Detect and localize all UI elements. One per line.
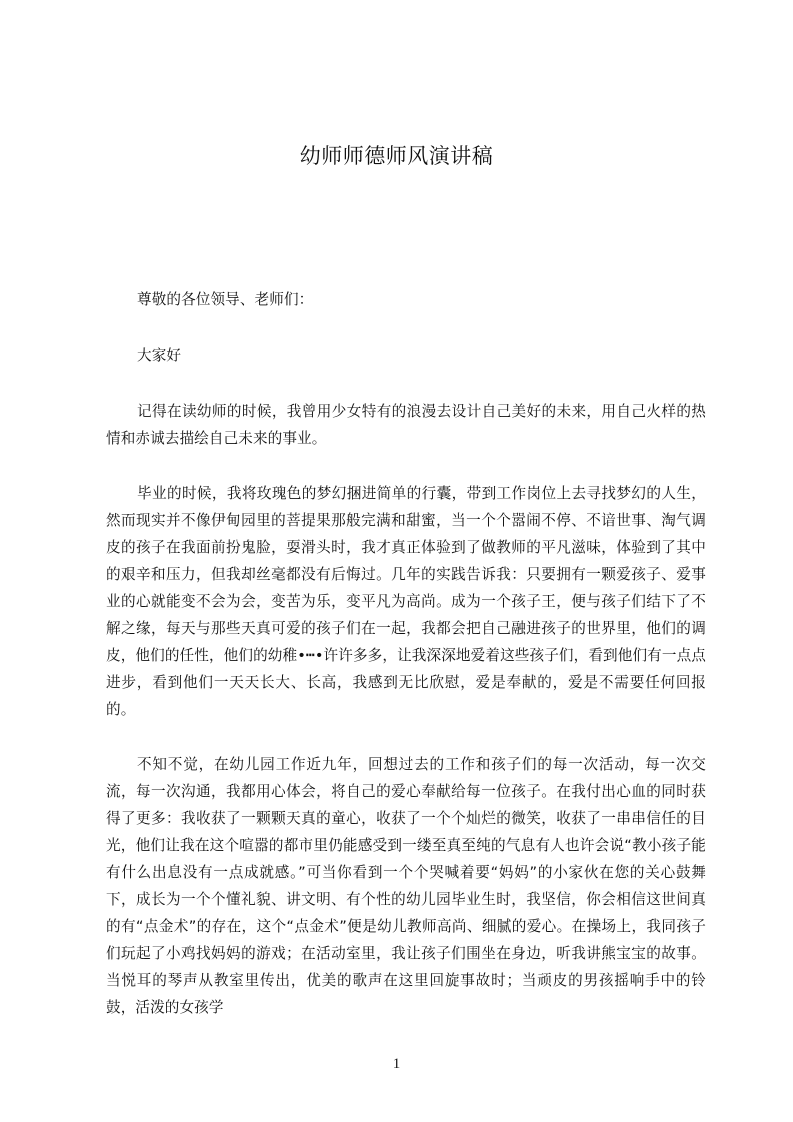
page-number: 1 <box>392 1056 401 1072</box>
document-body <box>106 286 706 1049</box>
document-title: 幼师师德师风演讲稿 <box>299 144 494 168</box>
paragraph-nine-years: 不知不觉，在幼儿园工作近九年，回想过去的工作和孩子们的每一次活动，每一次交流，每一次沟通，我都用心体会，将自己的爱心奉献给每一位孩子。在我付出心血的同时获得了更多：我收获了一颗颗天真的童心，收获了一个个灿烂的微笑，收获了一串串信任的目光，他们让我在这个喧嚣的都市里仍能感受到一缕至真至纯的气息有人也许会说“教小孩子能有什么出息没有一点成就感。”可当你看到一个个哭喊着要“妈妈”的小家伙在您的关心鼓舞下，成长为一个个懂礼貌、讲文明、有个性的幼儿园毕业生时，我坚信，你会相信这世间真的有“点金术”的存在，这个“点金术”便是幼儿教师高尚、细腻的爱心。在操场上，我同孩子们玩起了小鸡找妈妈的游戏；在活动室里，我让孩子们围坐在身边，听我讲熊宝宝的故事。当悦耳的琴声从教室里传出，优美的歌声在这里回旋事故时；当顽皮的男孩摇响手中的铃鼓，活泼的女孩学 <box>106 756 706 1016</box>
paragraph-graduation: 毕业的时候，我将玫瑰色的梦幻捆进简单的行囊，带到工作岗位上去寻找梦幻的人生，然而现实并不像伊甸园里的菩提果那般完满和甜蜜，当一个个嚣闹不停、不谙世事、淘气调皮的孩子在我面前扮鬼脸，耍滑头时，我才真正体验到了做教师的平凡滋味，体验到了其中的艰辛和压力，但我却丝毫都没有后悔过。几年的实践告诉我：只要拥有一颗爱孩子、爱事业的心就能变不会为会，变苦为乐，变平凡为高尚。成为一个孩子王，便与孩子们结下了不解之缘，每天与那些天真可爱的孩子们在一起，我都会把自己融进孩子的世界里，他们的调皮，他们的任性，他们的幼稚•┅•许许多多，让我深深地爱着这些孩子们，看到他们有一点点进步，看到他们一天天长大、长高，我感到无比欣慰，爱是奉献的，爱是不需要任何回报的。 <box>106 485 706 718</box>
paragraph-greeting: 大家好 <box>137 347 182 364</box>
paragraph-intro: 记得在读幼师的时候，我曾用少女特有的浪漫去设计自己美好的未来，用自己火样的热情和赤诚去描绘自己未来的事业。 <box>106 403 706 447</box>
paragraph-salutation: 尊敬的各位领导、老师们： <box>137 291 314 308</box>
